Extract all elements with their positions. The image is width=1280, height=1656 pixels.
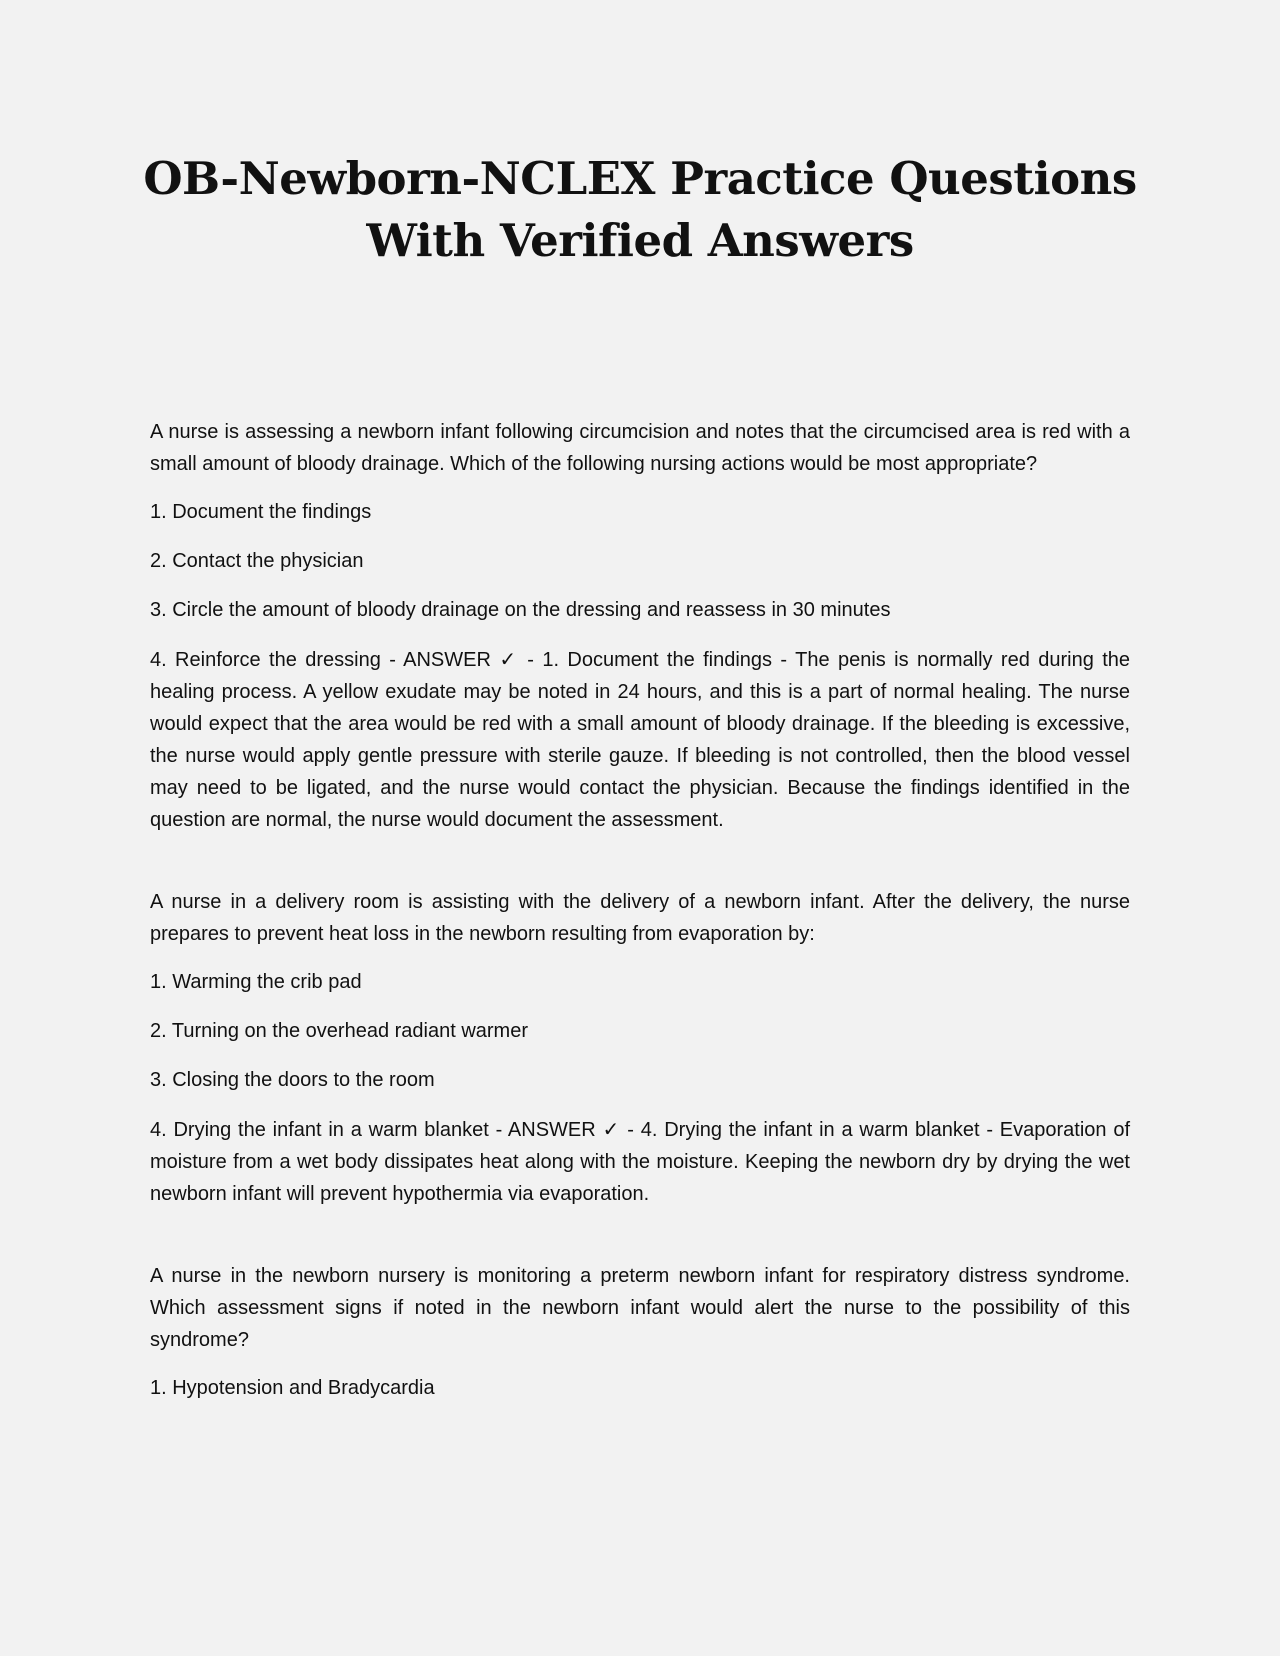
answer-explanation	[150, 1113, 1130, 1210]
document-title: OB-Newborn-NCLEX Practice Questions With Verified Answers	[143, 152, 1137, 267]
answer-explanation	[150, 643, 1130, 836]
answer-option-final: 4. Drying the infant in a warm blanket - ANSWER	[150, 1119, 596, 1141]
question-stem: A nurse in a delivery room is assisting with the delivery of a newborn infant. After the delivery, the nurse prepares to prevent heat loss in the newborn resulting from evaporation by:	[150, 891, 1130, 945]
answer-option: 3. Closing the doors to the room	[150, 1069, 435, 1091]
answer-option: 1. Hypotension and Bradycardia	[150, 1377, 435, 1399]
answer-option: 1. Document the findings	[150, 501, 372, 523]
question-2	[150, 886, 1130, 1210]
answer-option: 2. Turning on the overhead radiant warmer	[150, 1020, 528, 1042]
document-body	[150, 416, 1130, 1454]
question-3	[150, 1260, 1130, 1404]
answer-option-final: 4. Reinforce the dressing - ANSWER	[150, 649, 491, 671]
question-stem: A nurse is assessing a newborn infant following circumcision and notes that the circumcised area is red with a small amount of bloody drainage. Which of the following nursing actions would be most appropriate?	[150, 421, 1130, 475]
question-1	[150, 416, 1130, 836]
rationale-text: - 4. Drying the infant in a warm blanket - Evaporation of moisture from a wet body dissipates heat along with the moisture. Keeping the newborn dry by drying the wet newborn infant will prevent hypothermia via evaporation.	[150, 1119, 1130, 1205]
answer-option: 3. Circle the amount of bloody drainage on the dressing and reassess in 30 minutes	[150, 599, 891, 621]
checkmark-icon: ✓	[602, 1117, 621, 1141]
checkmark-icon: ✓	[499, 647, 519, 671]
answer-option: 1. Warming the crib pad	[150, 971, 362, 993]
answer-option: 2. Contact the physician	[150, 550, 364, 572]
rationale-text: - 1. Document the findings - The penis is normally red during the healing process. A yellow exudate may be noted in 24 hours, and this is a part of normal healing. The nurse would expect that the area would be red with a small amount of bloody drainage. If the bleeding is excessive, the nurse would apply gentle pressure with sterile gauze. If bleeding is not controlled, then the blood vessel may need to be ligated, and the nurse would contact the physician. Because the findings identified in the question are normal, the nurse would document the assessment.	[150, 649, 1130, 831]
question-stem: A nurse in the newborn nursery is monitoring a preterm newborn infant for respiratory distress syndrome. Which assessment signs if noted in the newborn infant would alert the nurse to the possibility of this syndrome?	[150, 1265, 1130, 1351]
